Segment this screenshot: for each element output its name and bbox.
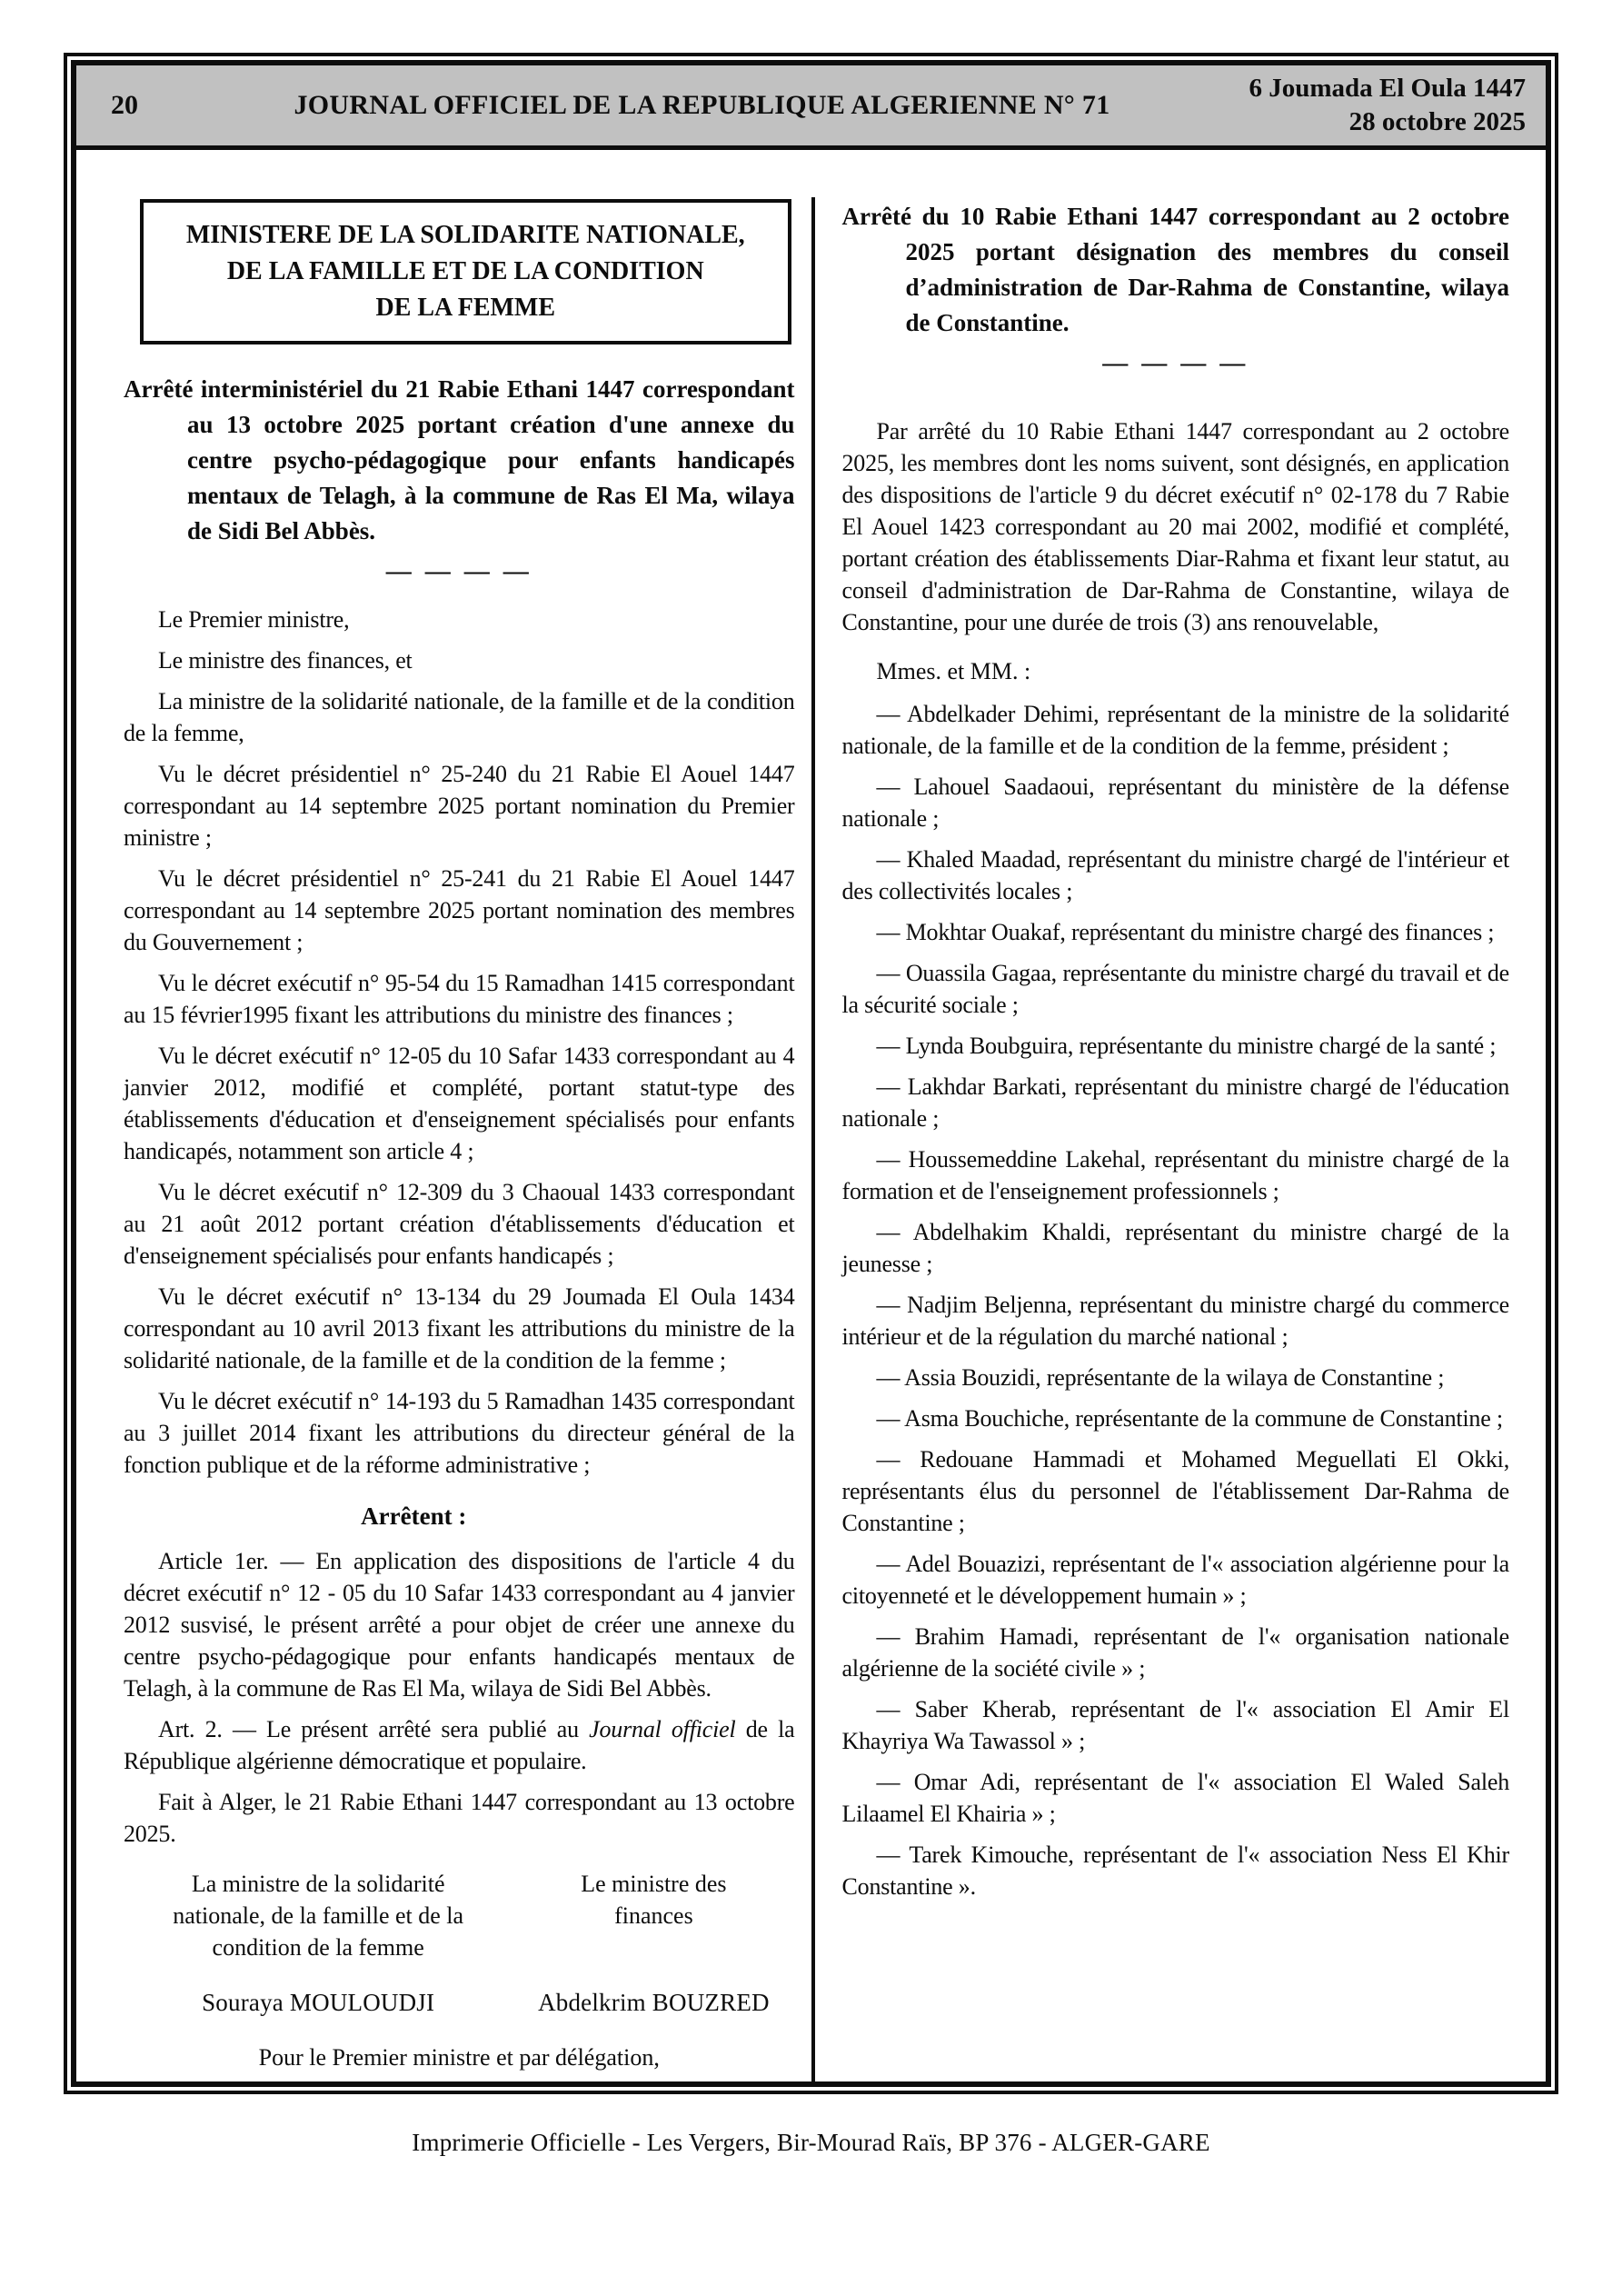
signatory-title-left: La ministre de la solidarité nationale, de la famille et de la condition de la femme <box>173 1871 464 1961</box>
decree-title-right: Arrêté du 10 Rabie Ethani 1447 correspondant au 2 octobre 2025 portant désignation des membres du conseil d’administration de Dar-Rahma de Constantine, wilaya de Constantine. <box>841 203 1509 336</box>
page-frame <box>64 53 1558 2094</box>
member-item: — Tarek Kimouche, représentant de l'« association Ness El Khir Constantine ». <box>841 1842 1509 1900</box>
decree-paragraph: Vu le décret exécutif n° 12-309 du 3 Chaoual 1433 correspondant au 21 août 2012 portant création d'établissements d'éducation et d'enseignement spécialisés pour enfants handicapés ; <box>124 1179 795 1269</box>
member-item: — Lakhdar Barkati, représentant du ministre chargé de l'éducation nationale ; <box>841 1073 1509 1132</box>
ministry-line: MINISTERE DE LA SOLIDARITE NATIONALE, <box>185 221 745 249</box>
journal-title: JOURNAL OFFICIEL DE LA REPUBLIQUE ALGERIENNE N° 71 <box>294 90 1110 120</box>
decree-paragraph: Vu le décret exécutif n° 13-134 du 29 Joumada El Oula 1434 correspondant au 10 avril 2013 fixant les attributions du ministre de la solidarité nationale, de la famille et de la condition de la femme ; <box>124 1283 795 1373</box>
member-item: — Lahouel Saadaoui, représentant du ministère de la défense nationale ; <box>841 774 1509 832</box>
decree-title-left: Arrêté interministériel du 21 Rabie Ethani 1447 correspondant au 13 octobre 2025 portant création d'une annexe du centre psycho-pédagogique pour enfants handicapés mentaux de Telagh, à la commune de Ras El Ma, wilaya de Sidi Bel Abbès. <box>124 375 795 544</box>
decree-paragraph: Le Premier ministre, <box>158 606 350 633</box>
member-item: — Saber Kherab, représentant de l'« association El Amir El Khayriya Wa Tawassol » ; <box>841 1696 1509 1754</box>
page-number: 20 <box>111 90 138 120</box>
member-item: — Ouassila Gagaa, représentante du ministre chargé du travail et de la sécurité sociale ; <box>841 960 1509 1018</box>
member-item: — Mokhtar Ouakaf, représentant du ministre chargé des finances ; <box>876 919 1495 945</box>
decree-paragraph: Vu le décret exécutif n° 95-54 du 15 Ramadhan 1415 correspondant au 15 février1995 fixant les attributions du ministre des finances ; <box>124 970 795 1028</box>
member-item: — Nadjim Beljenna, représentant du ministre chargé du commerce intérieur et de la régulation du marché national ; <box>841 1292 1509 1350</box>
decree-paragraph: Vu le décret exécutif n° 12-05 du 10 Safar 1433 correspondant au 4 janvier 2012, modifié et complété, portant statut-type des établissements d'éducation et d'enseignement spécialisés pour enfants handicapés, notamment son article 4 ; <box>124 1043 795 1164</box>
member-item: — Houssemeddine Lakehal, représentant du ministre chargé de la formation et de l'enseignement professionnels ; <box>841 1146 1509 1204</box>
delegation-role <box>151 2081 768 2087</box>
right-column <box>811 197 1547 2081</box>
mmes-mm-label: Mmes. et MM. : <box>876 658 1031 684</box>
two-column-body <box>76 197 1546 2081</box>
article-2-text: Art. 2. — Le présent arrêté sera publié au <box>158 1716 590 1742</box>
member-item: — Assia Bouzidi, représentante de la wilaya de Constantine ; <box>876 1364 1445 1391</box>
dash-separator: — — — — <box>1102 349 1249 377</box>
page-frame-inner <box>71 60 1551 2087</box>
decree-paragraph: Vu le décret présidentiel n° 25-241 du 21 Rabie El Aouel 1447 correspondant au 14 septembre 2025 portant nomination des membres du Gouvernement ; <box>124 865 795 955</box>
member-item: — Adel Bouazizi, représentant de l'« association algérienne pour la citoyenneté et le développement humain » ; <box>841 1551 1509 1609</box>
member-item: — Redouane Hammadi et Mohamed Meguellati El Okki, représentants élus du personnel de l'établissement Dar-Rahma de Constantine ; <box>841 1446 1509 1536</box>
member-item: — Omar Adi, représentant de l'« association El Waled Saleh Lilaamel El Khairia » ; <box>841 1769 1509 1827</box>
decree-paragraph: Vu le décret exécutif n° 14-193 du 5 Ramadhan 1435 correspondant au 3 juillet 2014 fixant les attributions du directeur général de la fonction publique et de la réforme administrative ; <box>124 1388 795 1478</box>
member-item: — Khaled Maadad, représentant du ministre chargé de l'intérieur et des collectivités locales ; <box>841 846 1509 904</box>
left-column <box>76 197 811 2081</box>
journal-officiel-italic: Journal officiel <box>589 1716 736 1742</box>
ministry-heading-box <box>140 199 791 344</box>
member-item: — Abdelhakim Khaldi, représentant du ministre chargé de la jeunesse ; <box>841 1219 1509 1277</box>
ministry-line: DE LA FEMME <box>375 294 556 322</box>
ministry-line: DE LA FAMILLE ET DE LA CONDITION <box>226 257 704 285</box>
journal-header <box>76 65 1546 150</box>
article-2-text: de la République algérienne démocratique et populaire. <box>124 1716 795 1774</box>
dash-separator: — — — — <box>385 557 532 585</box>
article-2 <box>124 1713 795 1777</box>
signature-titles-row <box>124 1868 795 1963</box>
decree-paragraph: La ministre de la solidarité nationale, de la famille et de la condition de la femme, <box>124 688 795 746</box>
signature-names-row <box>124 1989 795 2017</box>
decree-paragraph: Vu le décret présidentiel n° 25-240 du 21 Rabie El Aouel 1447 correspondant au 14 septembre 2025 portant nomination du Premier ministre ; <box>124 761 795 851</box>
article-1: Article 1er. — En application des dispositions de l'article 4 du décret exécutif n° 12 - 05 du 10 Safar 1433 correspondant au 4 janvier 2012 susvisé, le présent arrêté a pour objet de créer une annexe du centre psycho-pédagogique pour enfants handicapés mentaux de Telagh, à la commune de Ras El Ma, wilaya de Sidi Bel Abbès. <box>124 1548 795 1702</box>
date-gregorian: 28 octobre 2025 <box>1348 107 1526 136</box>
date-hijri: 6 Joumada El Oula 1447 <box>1249 74 1526 103</box>
member-item: — Abdelkader Dehimi, représentant de la ministre de la solidarité nationale, de la famille et de la condition de la femme, président ; <box>841 701 1509 759</box>
issue-dates <box>1219 72 1546 139</box>
imprimerie-footer: Imprimerie Officielle - Les Vergers, Bir-Mourad Raïs, BP 376 - ALGER-GARE <box>412 2129 1210 2156</box>
signatory-name-left: Souraya MOULOUDJI <box>202 1989 435 2016</box>
signatory-name-right: Abdelkrim BOUZRED <box>538 1989 770 2016</box>
decree-paragraph: Le ministre des finances, et <box>158 647 413 674</box>
member-item: — Asma Bouchiche, représentante de la commune de Constantine ; <box>876 1405 1503 1432</box>
member-item: — Lynda Boubguira, représentante du ministre chargé de la santé ; <box>876 1033 1497 1059</box>
arrete-intro: Par arrêté du 10 Rabie Ethani 1447 correspondant au 2 octobre 2025, les membres dont les noms suivent, sont désignés, en application des dispositions de l'article 9 du décret exécutif n° 02-178 du 7 Rabie El Aouel 1423 correspondant au 20 mai 2002, modifié et complété, portant création des établissements Diar-Rahma et fixant leur statut, au conseil d'administration de Dar-Rahma de Constantine, wilaya de Constantine, pour une durée de trois (3) ans renouvelable, <box>841 418 1509 635</box>
delegation-line: Pour le Premier ministre et par délégation, <box>258 2044 660 2071</box>
fait-a-alger: Fait à Alger, le 21 Rabie Ethani 1447 correspondant au 13 octobre 2025. <box>124 1789 795 1847</box>
member-item: — Brahim Hamadi, représentant de l'« organisation nationale algérienne de la société civile » ; <box>841 1623 1509 1682</box>
signatory-title-right: Le ministre des finances <box>581 1871 727 1929</box>
arretent-heading: Arrêtent : <box>361 1502 467 1530</box>
